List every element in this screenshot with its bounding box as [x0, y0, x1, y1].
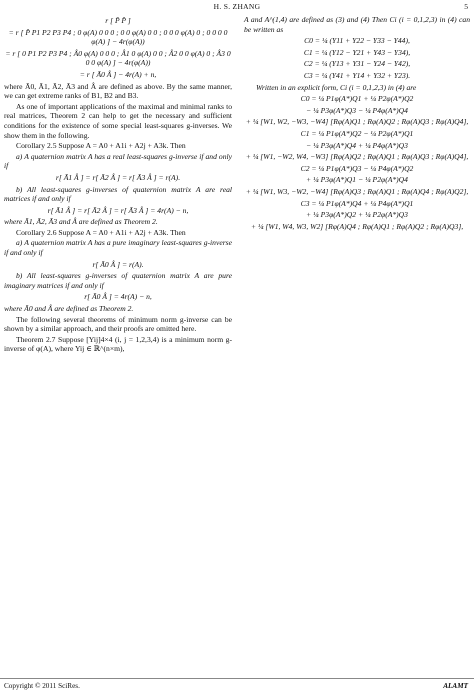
equation-line: = r [ P̂ P1 P2 P3 P4 ; 0 φ(A) 0 0 0 ; 0 0 φ(A) 0 0 ; 0 0 0 φ(A) 0 ; 0 0 0 0 φ(A) ] − 4r(φ(A))	[8, 27, 228, 47]
paragraph: where Ā0 and Â are defined as Theorem 2.	[4, 304, 134, 314]
equation-line: C1 = ¼ (Y12 − Y21 + Y43 − Y34),	[303, 47, 411, 57]
paragraph: The following several theorems of minimum norm g-inverse can be shown by a similar approach, and their proofs are omitted here.	[4, 314, 232, 334]
equation-line: + ¼ [W1, W3, −W2, −W4] [Rφ(A)Q3 ; Rφ(A)Q1 ; Rφ(A)Q4 ; Rφ(A)Q2],	[245, 186, 469, 196]
equation-line: r[ Ā1 Â ] = r[ Ā2 Â ] = r[ Ā3 Â ] = r(A).	[55, 172, 181, 182]
paragraph: Corollary 2.5 Suppose A = A0 + A1i + A2j + A3k. Then	[16, 141, 186, 151]
equation-line: C2 = ¼ P1φ(A*)Q3 − ¼ P4φ(A*)Q2	[300, 163, 414, 173]
paragraph: a) A quaternion matrix A has a pure imaginary least-squares g-inverse if and only if	[4, 238, 232, 258]
right-column	[244, 14, 470, 233]
page-footer	[0, 678, 474, 693]
paragraph: A and A^(1,4) are defined as (3) and (4) Then Ci (i = 0,1,2,3) in (4) can be written as	[244, 15, 470, 34]
equation-line: C0 = ¼ P1φ(A*)Q1 + ¼ P2φ(A*)Q2	[300, 94, 414, 104]
left-column	[4, 14, 232, 355]
page-header	[0, 0, 474, 14]
equation-line: + ¼ [W1, W2, −W3, −W4] [Rφ(A)Q1 ; Rφ(A)Q2 ; Rφ(A)Q3 ; Rφ(A)Q4],	[245, 117, 469, 127]
equation-line: + ¼ [W1, W4, W3, W2] [Rφ(A)Q4 ; Rφ(A)Q1 ; Rφ(A)Q2 ; Rφ(A)Q3],	[250, 221, 464, 231]
equation-line: C3 = ¼ P1φ(A*)Q4 + ¼ P4φ(A*)Q1	[300, 198, 414, 208]
equation-line: + ¼ [W1, −W2, W4, −W3] [Rφ(A)Q2 ; Rφ(A)Q1 ; Rφ(A)Q3 ; Rφ(A)Q4],	[245, 152, 469, 162]
equation-line: − ¼ P3φ(A*)Q4 + ¼ P4φ(A*)Q3	[306, 140, 408, 150]
paragraph: where Ā1, Ā2, Ā3 and Â are defined as Theorem 2.	[4, 217, 158, 227]
equation-line: + ¼ P3φ(A*)Q2 + ¼ P2φ(A*)Q3	[306, 210, 408, 220]
equation-line: r [ P̂ P̂ ]	[105, 16, 131, 25]
equation-line: C0 = ¼ (Y11 + Y22 − Y33 − Y44),	[304, 36, 410, 46]
equation-line: = r [ Ā0 Â ] − 4r(A) + n,	[79, 69, 157, 79]
page-number: 5	[464, 2, 468, 11]
paragraph: a) A quaternion matrix A has a real least-squares g-inverse if and only if	[4, 151, 232, 171]
equation-line: r[ Ā0 Â ] = r(A).	[92, 259, 144, 269]
paragraph: As one of important applications of the maximal and minimal ranks to real matrices, Theorem 2 can help to get the necessary and sufficient conditions for the existence of some special least-squares g-inverses. We show them in the following.	[4, 101, 232, 140]
equation-line: − ¼ P3φ(A*)Q3 − ¼ P4φ(A*)Q4	[306, 105, 408, 115]
paragraph: where Ā0, Ā1, Ā2, Ā3 and Â are defined as above. By the same manner, we can get extreme ranks of B1, B2 and B3.	[4, 81, 232, 101]
paragraph: b) All least-squares g-inverses of quaternion matrix A are pure imaginary matrices if and only if	[4, 271, 232, 290]
equation-line: r[ Ā0 Â ] = 4r(A) − n,	[84, 292, 152, 302]
equation-line: = r [ 0 P1 P2 P3 P4 ; Â0 φ(A) 0 0 0 ; Â1 0 φ(A) 0 0 ; Â2 0 0 φ(A) 0 ; Â3 0 0 0 φ(A) ] − 4r(φ(A))	[5, 48, 231, 68]
equation-line: + ¼ P3φ(A*)Q1 − ¼ P2φ(A*)Q4	[306, 175, 408, 185]
journal-abbrev: ALAMT	[443, 682, 468, 690]
equation-line: C2 = ¼ (Y13 + Y31 − Y24 − Y42),	[303, 59, 411, 69]
paragraph: Corollary 2.6 Suppose A = A0 + A1i + A2j + A3k. Then	[16, 227, 186, 237]
equation-line: r[ Ā1 Â ] = r[ Ā2 Â ] = r[ Ā3 Â ] = 4r(A) − n,	[47, 205, 189, 215]
copyright-notice: Copyright © 2011 SciRes.	[4, 682, 80, 690]
equation-line: C1 = ¼ P1φ(A*)Q2 − ¼ P2φ(A*)Q1	[300, 128, 414, 138]
equation-line: C3 = ¼ (Y41 + Y14 + Y32 + Y23).	[303, 70, 411, 80]
running-title: H. S. ZHANG	[213, 2, 261, 11]
paragraph: Written in an explicit form, Ci (i = 0,1,2,3) in (4) are	[256, 82, 417, 92]
paragraph: Theorem 2.7 Suppose [Yij]4×4 (i, j = 1,2,3,4) is a minimum norm g-inverse of φ(A), where Yij ∈ ℝ^(n×m),	[4, 334, 232, 354]
paragraph: b) All least-squares g-inverses of quaternion matrix A are real matrices if and only if	[4, 184, 232, 204]
